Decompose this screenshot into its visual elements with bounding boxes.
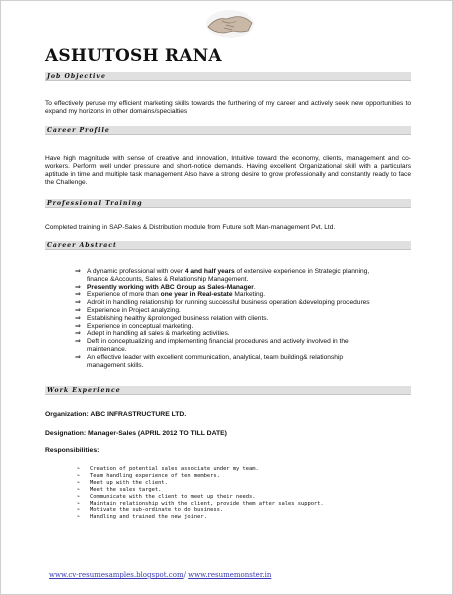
responsibility-item	[77, 494, 337, 501]
abstract-text-post: of extensive experience in Strategic planning, finance &Accounts, Sales & Relationship Management.	[87, 268, 370, 283]
abstract-text-pre: Experience in Project analyzing.	[87, 306, 181, 314]
abstract-text-pre: A dynamic professional with over	[87, 268, 185, 275]
arrowhead-bullet-icon: ➢	[77, 472, 81, 479]
arrowhead-bullet-icon: ➢	[77, 514, 81, 521]
responsibility-item	[77, 487, 337, 494]
abstract-text-pre: Experience in conceptual marketing.	[87, 322, 194, 330]
responsibility-item	[77, 507, 337, 514]
abstract-text-post: .	[253, 283, 256, 291]
section-title: Job Objective	[47, 73, 106, 80]
section-work-experience	[45, 386, 411, 395]
arrow-bullet-icon: ⇒	[75, 283, 81, 291]
section-title: Career Profile	[47, 127, 110, 134]
abstract-text-pre: Adept in handling all sales & marketing activities.	[87, 330, 230, 338]
responsibility-item	[77, 514, 337, 521]
abstract-item	[77, 268, 377, 284]
arrow-bullet-icon: ⇒	[75, 322, 81, 330]
abstract-item	[77, 323, 377, 331]
abstract-text-post: Marketing.	[232, 291, 266, 299]
responsibility-text: Motivate the sub-ordinate to do business.	[90, 507, 224, 514]
career-profile-text: Have high magnitude with sense of creative and innovation, Intuitive toward the economy, clients, management and co-workers. Perform well under pressure and short-notice demands. Having excellent Organizational skill with a particulars aptitude in time and multiple task management Also have a strong desire to grow professionally and constantly ready to face the Challenge.	[45, 155, 411, 187]
responsibility-item	[77, 466, 337, 473]
responsibility-text: Meet up with the client.	[90, 479, 168, 486]
abstract-item	[77, 330, 377, 338]
abstract-text-pre: Adroit in handling relationship for running successful business operation &developing procedures	[87, 299, 370, 307]
organization: Organization: ABC INFRASTRUCTURE LTD.	[45, 411, 187, 418]
arrow-bullet-icon: ⇒	[75, 314, 81, 322]
footer-separator: /	[183, 571, 189, 579]
abstract-item	[77, 307, 377, 315]
responsibilities-list	[77, 466, 337, 521]
responsibility-text: Maintain relationship with the client, provide them after sales support.	[90, 500, 324, 507]
footer-link-cv-resumesamples[interactable]: www.cv-resumesamples.blogspot.com	[49, 571, 184, 579]
handshake-icon	[204, 7, 256, 41]
responsibility-text: Team handling experience of ten members.	[90, 472, 220, 479]
footer	[49, 571, 271, 579]
abstract-item	[77, 291, 377, 299]
arrowhead-bullet-icon: ➢	[77, 493, 81, 500]
abstract-text-pre: Establishing healthy &prolonged business relation with clients.	[87, 314, 269, 322]
abstract-item	[77, 354, 377, 370]
abstract-text-pre: Deft in conceptualizing and implementing financial procedures and actively involved in the maintenance.	[87, 338, 349, 353]
abstract-item	[77, 299, 377, 307]
responsibility-text: Handling and trained the new joiner.	[90, 514, 207, 521]
responsibility-text: Meet the sales target.	[90, 486, 162, 493]
arrow-bullet-icon: ⇒	[75, 330, 81, 338]
responsibility-text: Creation of potential sales associate under my team.	[90, 466, 259, 472]
career-abstract-list	[77, 268, 377, 369]
abstract-item	[77, 284, 377, 292]
arrowhead-bullet-icon: ➢	[77, 507, 81, 514]
section-title: Career Abstract	[47, 242, 117, 249]
arrow-bullet-icon: ⇒	[75, 306, 81, 314]
abstract-item	[77, 338, 377, 354]
responsibility-text: Communicate with the client to meet up their needs.	[90, 493, 256, 500]
section-job-objective	[45, 72, 411, 81]
arrowhead-bullet-icon: ➢	[77, 500, 81, 507]
abstract-text-pre: An effective leader with excellent communication, analytical, team building& relationship management skills.	[87, 353, 344, 369]
candidate-name: ASHUTOSH RANA	[45, 46, 222, 66]
abstract-text-bold: 4 and half years	[184, 268, 235, 275]
designation: Designation: Manager-Sales (APRIL 2012 TO TILL DATE)	[45, 430, 227, 437]
arrowhead-bullet-icon: ➢	[77, 466, 81, 472]
footer-link-resumemonster[interactable]: www.resumemonster.in	[188, 571, 272, 579]
section-title: Work Experience	[47, 387, 121, 394]
abstract-item	[77, 315, 377, 323]
section-career-abstract	[45, 241, 411, 250]
section-title: Professional Training	[47, 200, 143, 207]
responsibilities-label: Responsibilities:	[45, 447, 100, 454]
arrowhead-bullet-icon: ➢	[77, 479, 81, 486]
arrow-bullet-icon: ⇒	[75, 299, 81, 307]
responsibility-item	[77, 473, 337, 480]
arrow-bullet-icon: ⇒	[75, 338, 81, 346]
arrow-bullet-icon: ⇒	[75, 291, 81, 299]
abstract-text-pre: Experience of more than	[87, 291, 161, 299]
arrow-bullet-icon: ⇒	[75, 268, 81, 275]
training-text: Completed training in SAP-Sales & Distribution module from Future soft Man-management Pvt. Ltd.	[45, 224, 336, 231]
responsibility-item	[77, 480, 337, 487]
job-objective-text: To effectively peruse my efficient marketing skills towards the furthering of my career and actively seek new opportunities to expand my horizons in other domains/specialties	[45, 100, 411, 116]
abstract-text-bold: Presently working with ABC Group as Sales-Manager	[87, 283, 254, 291]
section-professional-training	[45, 199, 411, 208]
responsibility-item	[77, 501, 337, 508]
abstract-text-bold: one year in Real-estate	[160, 291, 233, 299]
section-career-profile	[45, 126, 411, 135]
arrowhead-bullet-icon: ➢	[77, 486, 81, 493]
arrow-bullet-icon: ⇒	[75, 353, 81, 361]
